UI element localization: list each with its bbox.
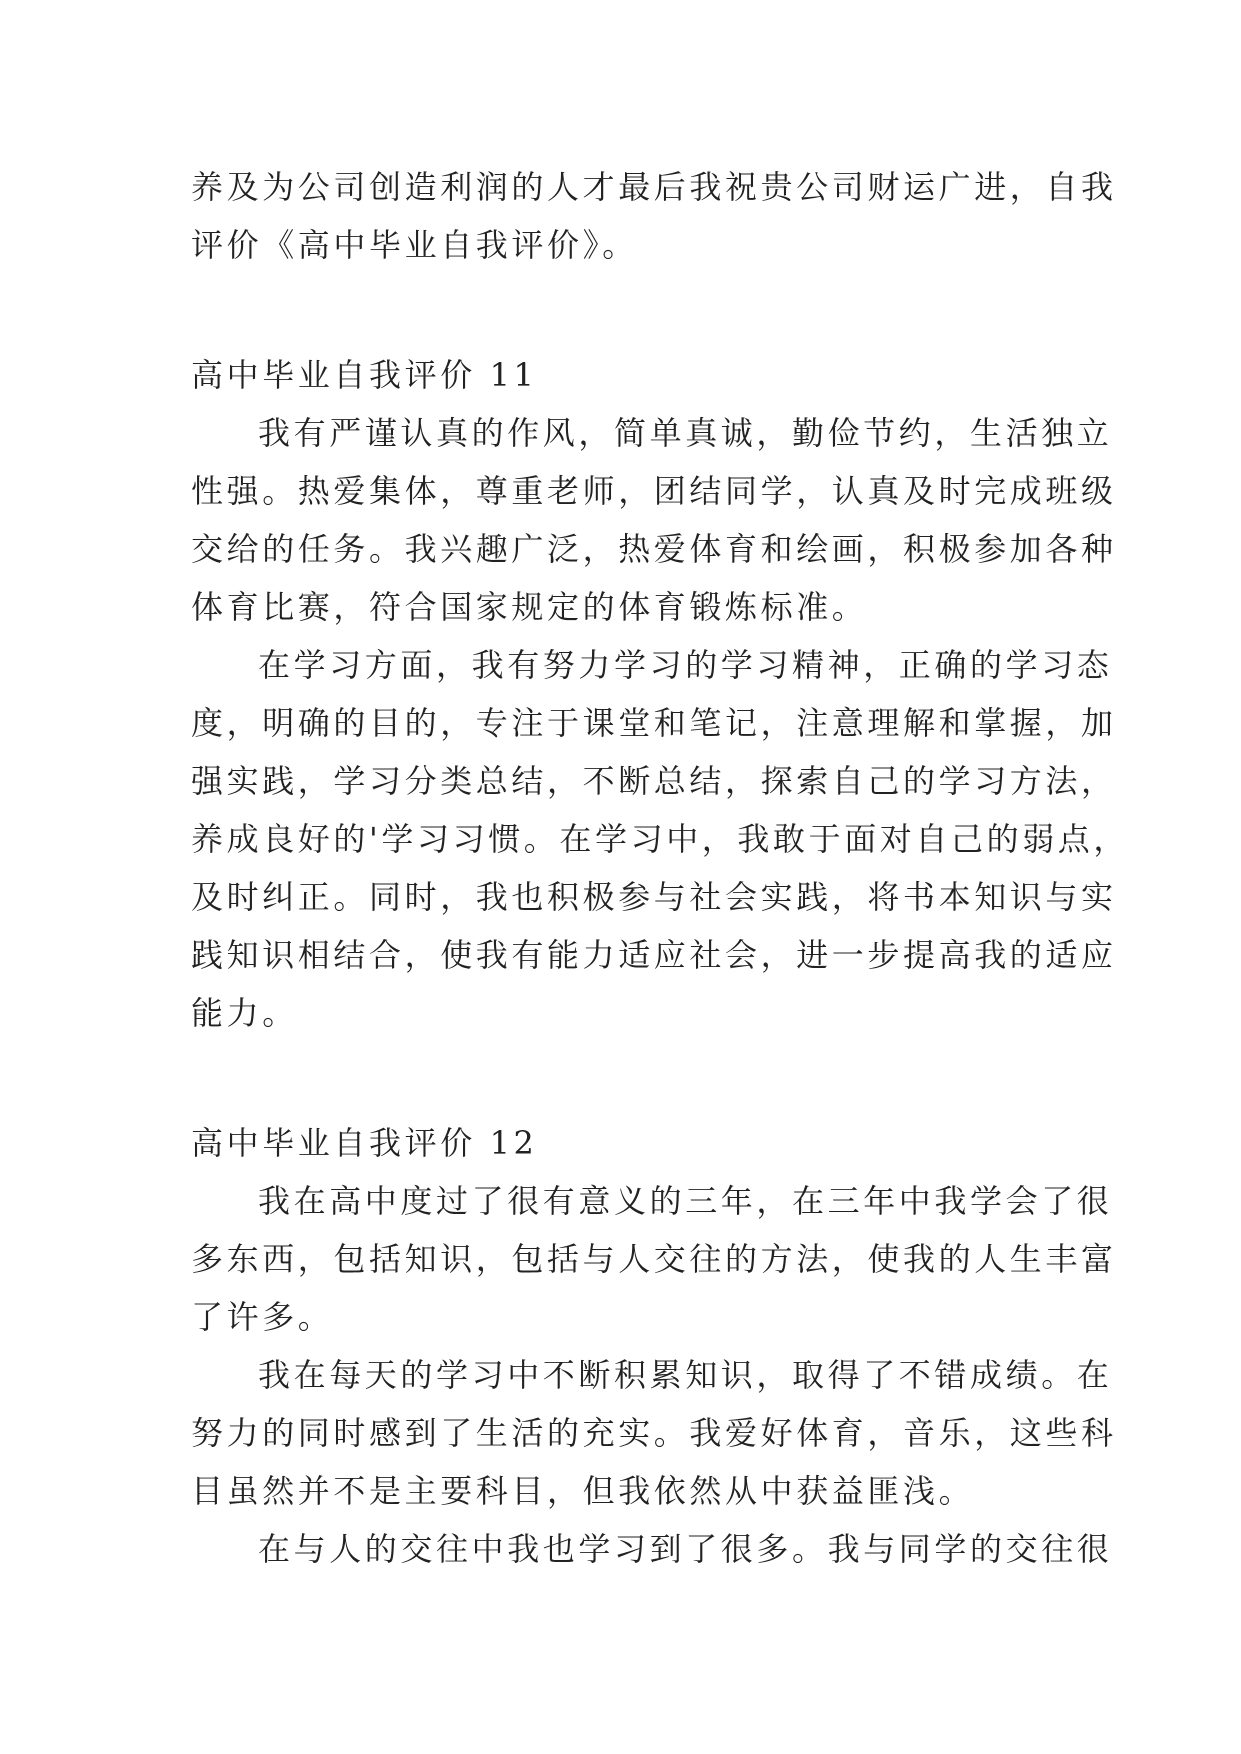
paragraph (191, 1346, 1117, 1520)
text-line: 在与人的交往中我也学习到了很多。我与同学的交往很 (258, 1530, 1113, 1568)
text-line: 度，明确的目的，专注于课堂和笔记，注意理解和掌握，加 (191, 704, 1117, 742)
text-line: 养成良好的'学习习惯。在学习中，我敢于面对自己的弱点， (191, 820, 1129, 858)
text-line: 在学习方面，我有努力学习的学习精神，正确的学习态 (258, 646, 1113, 684)
section-title: 高中毕业自我评价 11 (191, 356, 538, 394)
document-body (191, 158, 1129, 1578)
intro-paragraph (191, 158, 1117, 274)
text-line: 我在高中度过了很有意义的三年，在三年中我学会了很 (258, 1182, 1113, 1220)
text-line: 性强。热爱集体，尊重老师，团结同学，认真及时完成班级 (191, 472, 1117, 510)
paragraph (191, 636, 1129, 1042)
paragraph (191, 1172, 1117, 1346)
text-line: 目虽然并不是主要科目，但我依然从中获益匪浅。 (191, 1472, 975, 1510)
text-line: 多东西，包括知识，包括与人交往的方法，使我的人生丰富 (191, 1240, 1117, 1278)
text-line: 养及为公司创造利润的人才最后我祝贵公司财运广进，自我 (191, 168, 1117, 206)
paragraph (191, 1520, 1113, 1578)
text-line: 强实践，学习分类总结，不断总结，探索自己的学习方法， (191, 762, 1117, 800)
text-line: 践知识相结合，使我有能力适应社会，进一步提高我的适应 (191, 936, 1117, 974)
paragraph (191, 404, 1117, 636)
text-line: 我在每天的学习中不断积累知识，取得了不错成绩。在 (258, 1356, 1113, 1394)
text-line: 努力的同时感到了生活的充实。我爱好体育，音乐，这些科 (191, 1414, 1117, 1452)
text-line: 我有严谨认真的作风，简单真诚，勤俭节约，生活独立 (258, 414, 1113, 452)
text-line: 交给的任务。我兴趣广泛，热爱体育和绘画，积极参加各种 (191, 530, 1117, 568)
text-line: 体育比赛，符合国家规定的体育锻炼标准。 (191, 588, 868, 626)
text-line: 评价《高中毕业自我评价》。 (191, 226, 638, 264)
text-line: 及时纠正。同时，我也积极参与社会实践，将书本知识与实 (191, 878, 1117, 916)
section-12 (191, 1114, 1117, 1578)
text-line: 能力。 (191, 994, 298, 1032)
text-line: 了许多。 (191, 1298, 334, 1336)
section-title: 高中毕业自我评价 12 (191, 1124, 538, 1162)
section-11 (191, 346, 1129, 1042)
